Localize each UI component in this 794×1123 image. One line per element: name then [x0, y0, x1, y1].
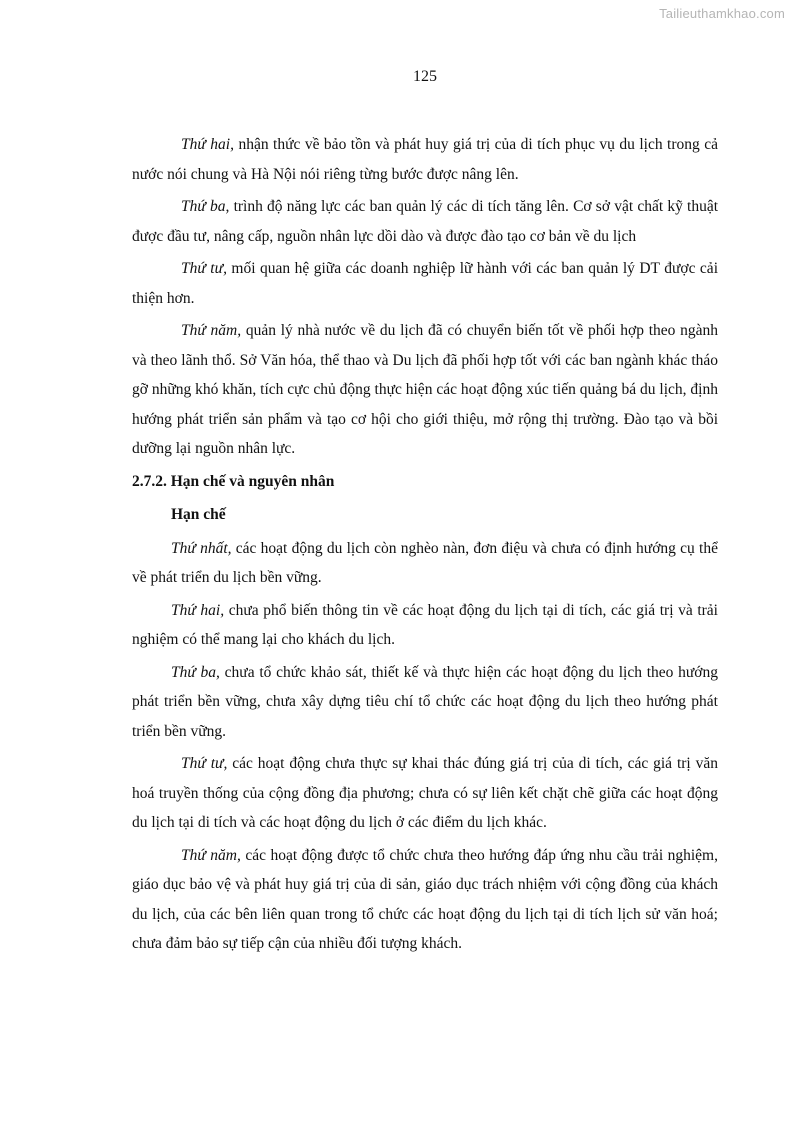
section-heading: 2.7.2. Hạn chế và nguyên nhân [132, 472, 335, 490]
paragraph-text: trình độ năng lực các ban quản lý các di tích tăng lên. Cơ sở vật chất kỹ thuật được đầu tư, nâng cấp, nguồn nhân lực dồi dào và được đào tạo cơ bản về du lịch [132, 198, 719, 245]
document-body [132, 130, 718, 962]
paragraph-lead: Thứ ba, [171, 663, 220, 681]
paragraph-text: chưa phổ biến thông tin về các hoạt động du lịch tại di tích, các giá trị và trải nghiệm có thể mang lại cho khách du lịch. [132, 601, 718, 648]
paragraph-text: quản lý nhà nước về du lịch đã có chuyển biến tốt về phối hợp theo ngành và theo lãnh thổ. Sở Văn hóa, thể thao và Du lịch đã phối hợp tốt với các ban ngành khác tháo gỡ những khó khăn, tích cực chủ động thực hiện các hoạt động xúc tiến quảng bá du lịch, định hướng phát triển sản phẩm và tạo cơ hội cho giới thiệu, mở rộng thị trường. Đào tạo và bồi dưỡng lại nguồn nhân lực. [132, 322, 718, 457]
paragraph [132, 254, 718, 313]
paragraph-lead: Thứ ba, [181, 198, 230, 215]
page-number: 125 [413, 68, 437, 85]
paragraph-text: mối quan hệ giữa các doanh nghiệp lữ hành với các ban quản lý DT được cải thiện hơn. [132, 260, 718, 307]
paragraph-lead: Thứ hai, [181, 136, 234, 153]
paragraph-lead: Thứ năm, [181, 846, 241, 864]
paragraph [132, 658, 718, 747]
sub-heading: Hạn chế [171, 506, 226, 523]
paragraph-text: các hoạt động du lịch còn nghèo nàn, đơn điệu và chưa có định hướng cụ thể về phát triển du lịch bền vững. [132, 539, 718, 586]
paragraph [132, 596, 718, 655]
paragraph [132, 130, 718, 189]
watermark: Tailieuthamkhao.com [659, 6, 785, 21]
paragraph [132, 192, 718, 251]
paragraph [132, 316, 718, 464]
paragraph-text: chưa tổ chức khảo sát, thiết kế và thực hiện các hoạt động du lịch theo hướng phát triển bền vững, chưa xây dựng tiêu chí tổ chức các hoạt động du lịch theo hướng phát triển bền vững. [132, 663, 718, 740]
paragraph-lead: Thứ hai, [171, 601, 225, 619]
paragraph [132, 841, 718, 959]
paragraph-text: nhận thức về bảo tồn và phát huy giá trị của di tích phục vụ du lịch trong cả nước nói chung và Hà Nội nói riêng từng bước được nâng lên. [132, 136, 719, 183]
paragraph-text: các hoạt động được tổ chức chưa theo hướng đáp ứng nhu cầu trải nghiệm, giáo dục bảo vệ và phát huy giá trị của di sản, giáo dục trách nhiệm với cộng đồng của khách du lịch, của các bên liên quan trong tổ chức các hoạt động du lịch tại di tích lịch sử văn hoá; chưa đảm bảo sự tiếp cận của nhiều đối tượng khách. [132, 846, 718, 952]
paragraph-lead: Thứ tư, [181, 755, 228, 772]
paragraph [132, 534, 718, 593]
paragraph-lead: Thứ tư, [181, 260, 227, 277]
paragraph-lead: Thứ năm, [181, 322, 242, 339]
paragraph [132, 749, 718, 838]
paragraph-lead: Thứ nhất, [171, 539, 232, 557]
paragraph-text: các hoạt động chưa thực sự khai thác đúng giá trị của di tích, các giá trị văn hoá truyền thống của cộng đồng địa phương; chưa có sự liên kết chặt chẽ giữa các hoạt động du lịch tại di tích và các hoạt động du lịch ở các điểm du lịch khác. [132, 755, 718, 831]
